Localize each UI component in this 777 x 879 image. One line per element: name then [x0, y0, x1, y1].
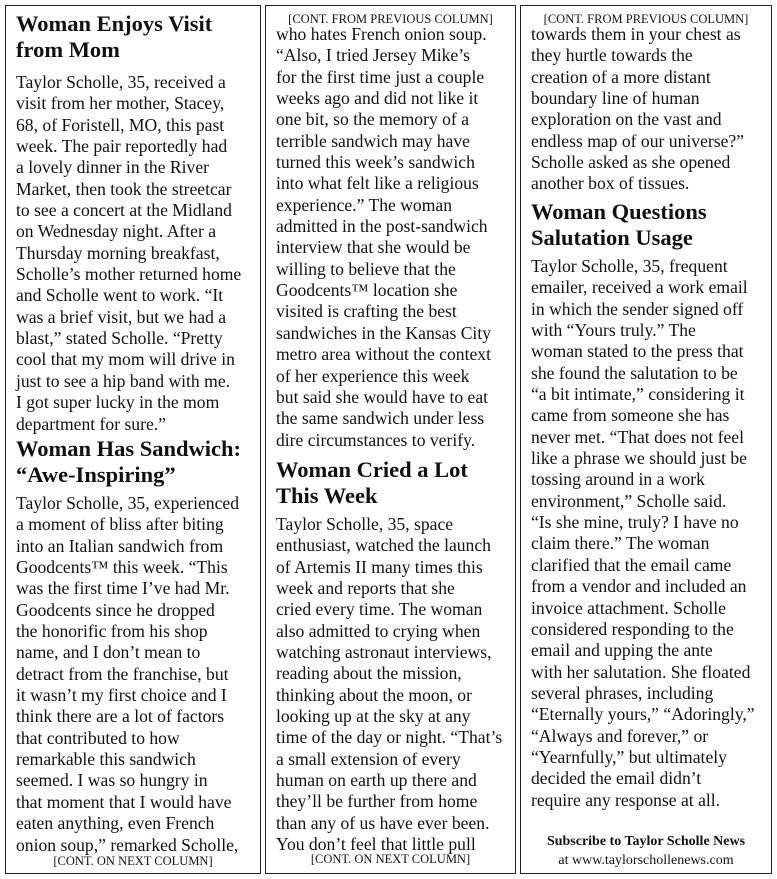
body-line: into an Italian sandwich from [16, 535, 224, 556]
subscribe-url: at www.taylorschollenews.com [558, 853, 734, 868]
cont-on-next-label: [CONT. ON NEXT COLUMN] [53, 854, 213, 868]
body-line: Scholle’s mother returned home [16, 264, 242, 285]
body-line: interview that she would be [276, 237, 471, 258]
body-line: it wasn’t my first choice and I [16, 685, 227, 706]
body-line: require any response at all. [531, 789, 721, 810]
body-line: another box of tissues. [531, 173, 690, 194]
body-line: cool that my mom will drive in [16, 349, 235, 370]
body-line: also admitted to crying when [276, 620, 481, 641]
body-line: woman stated to the press that [531, 341, 744, 362]
body-line: “Eternally yours,” “Adoringly,” [531, 704, 755, 725]
headline-line: from Mom [16, 37, 120, 62]
body-line: tossing around in a work [531, 469, 705, 490]
body-line: from a vendor and included an [531, 576, 747, 597]
headline-line: Woman Questions [531, 199, 707, 224]
body-line: endless map of our universe?” [531, 130, 745, 151]
body-line: was a brief visit, but we had a [16, 306, 227, 327]
body-line: Goodcents since he dropped [16, 599, 215, 620]
article-headline [531, 199, 767, 251]
body-line: department for sure.” [16, 413, 166, 434]
body-line: with “Yours truly.” The [531, 320, 696, 341]
body-line: just to see a hip band with me. [16, 370, 231, 391]
body-line: cried every time. The woman [276, 599, 483, 620]
body-line: Market, then took the streetcar [16, 178, 232, 199]
body-line: I got super lucky in the mom [16, 392, 220, 413]
body-line: than any of us have ever been. [276, 812, 490, 833]
body-line: seemed. I was so hungry in [16, 770, 208, 791]
body-line: experience.” The woman [276, 194, 453, 215]
body-line: “Yearnfully,” but ultimately [531, 746, 727, 767]
body-line: and Scholle went to work. “It [16, 285, 224, 306]
cont-from-previous-label: [CONT. FROM PREVIOUS COLUMN] [288, 12, 493, 26]
body-line: of Artemis II many times this [276, 556, 483, 577]
article-body [16, 493, 256, 856]
body-line: boundary line of human [531, 88, 700, 109]
body-line: they’ll be further from home [276, 791, 478, 812]
body-line: never met. “That does not feel [531, 426, 744, 447]
body-line: watching astronaut interviews, [276, 642, 492, 663]
body-line: sandwiches in the Kansas City [276, 322, 491, 343]
body-line: of her experience this week [276, 365, 470, 386]
article-headline [16, 11, 256, 63]
body-line: Taylor Scholle, 35, frequent [531, 256, 728, 276]
body-line: that contributed to how [16, 727, 180, 748]
body-line: Scholle asked as she opened [531, 152, 731, 173]
article-headline [16, 436, 256, 488]
body-line: exploration on the vast and [531, 109, 722, 130]
column-1 [5, 5, 261, 874]
body-line: week and reports that she [276, 578, 455, 599]
headline-line: “Awe-Inspiring” [16, 462, 176, 487]
body-line: visit from her mother, Stacey, [16, 93, 225, 114]
body-line: environment,” Scholle said. [531, 490, 727, 511]
body-line: into what felt like a religious [276, 173, 479, 194]
column-2 [265, 5, 516, 874]
body-line: one bit, so the memory of a [276, 109, 469, 130]
body-line: week. The pair reportedly had [16, 136, 228, 157]
body-line: to see a concert at the Midland [16, 200, 232, 221]
body-line: Taylor Scholle, 35, space [276, 514, 454, 534]
article-body [531, 24, 767, 195]
body-line: but said she would have to eat [276, 386, 489, 407]
article-body [276, 24, 511, 451]
body-line: clarified that the email came [531, 554, 732, 575]
body-line: reading about the mission, [276, 663, 462, 684]
body-line: email and upping the ante [531, 640, 713, 661]
body-line: admitted in the post-sandwich [276, 216, 488, 237]
body-line: a lovely dinner in the River [16, 157, 209, 178]
headline-line: Woman Cried a Lot [276, 457, 468, 482]
body-line: willing to believe that the [276, 258, 456, 279]
body-line: a moment of bliss after biting [16, 514, 224, 535]
body-line: metro area without the context [276, 344, 491, 365]
body-line: was the first time I’ve had Mr. [16, 578, 230, 599]
body-line: she found the salutation to be [531, 362, 738, 383]
headline-line: This Week [276, 483, 378, 508]
body-line: time of the day or night. “That’s [276, 727, 503, 748]
body-line: “a bit intimate,” considering it [531, 384, 745, 405]
body-line: on Wednesday night. After a [16, 221, 217, 242]
body-line: remarkable this sandwich [16, 749, 196, 770]
body-line: who hates French onion soup. [276, 24, 487, 44]
body-line: like a phrase we should just be [531, 448, 747, 469]
body-line: “Is she mine, truly? I have no [531, 512, 739, 533]
body-line: several phrases, including [531, 682, 714, 703]
body-line: Goodcents™ this week. “This [16, 557, 228, 578]
body-line: thinking about the moon, or [276, 684, 472, 705]
body-line: invoice attachment. Scholle [531, 597, 726, 618]
body-line: Taylor Scholle, 35, received a [16, 72, 226, 92]
body-line: enthusiast, watched the launch [276, 535, 491, 556]
body-line: detract from the franchise, but [16, 663, 229, 684]
body-line: came from someone she has [531, 405, 730, 426]
body-line: turned this week’s sandwich [276, 152, 475, 173]
body-line: with her salutation. She floated [531, 661, 751, 682]
body-line: Goodcents™ location she [276, 280, 458, 301]
body-line: creation of a more distant [531, 66, 711, 87]
body-line: the same sandwich under less [276, 408, 485, 429]
body-line: they hurtle towards the [531, 45, 693, 66]
body-line: “Also, I tried Jersey Mike’s [276, 45, 470, 66]
body-line: for the first time just a couple [276, 66, 485, 87]
subscribe-notice [521, 832, 771, 870]
body-line: the honorific from his shop [16, 621, 208, 642]
cont-on-next-label: [CONT. ON NEXT COLUMN] [310, 852, 471, 866]
column-3 [520, 5, 772, 874]
body-line: “Always and forever,” or [531, 725, 709, 746]
cont-from-previous-label: [CONT. FROM PREVIOUS COLUMN] [543, 12, 749, 26]
subscribe-heading: Subscribe to Taylor Scholle News [546, 834, 746, 849]
body-line: claim there.” The woman [531, 533, 710, 554]
article-headline [276, 457, 511, 509]
body-line: decided the email didn’t [531, 768, 702, 789]
body-line: visited is crafting the best [276, 301, 457, 322]
body-line: looking up at the sky at any [276, 706, 471, 727]
body-line: eaten anything, even French [16, 813, 215, 834]
headline-line: Salutation Usage [531, 225, 693, 250]
body-line: onion soup,” remarked Scholle, [16, 834, 239, 855]
body-line: in which the sender signed off [531, 298, 744, 319]
body-line: You don’t feel that little pull [276, 834, 476, 855]
body-line: dire circumstances to verify. [276, 429, 476, 450]
body-line: name, and I don’t mean to [16, 642, 201, 663]
body-line: Taylor Scholle, 35, experienced [16, 493, 240, 513]
article-body [531, 256, 767, 811]
body-line: a small extension of every [276, 748, 461, 769]
body-line: terrible sandwich may have [276, 130, 470, 151]
headline-line: Woman Has Sandwich: [16, 436, 242, 461]
body-line: considered responding to the [531, 618, 734, 639]
body-line: 68, of Foristell, MO, this past [16, 114, 225, 135]
article-body [276, 514, 511, 856]
body-line: emailer, received a work email [531, 277, 748, 298]
article-body [16, 72, 256, 435]
body-line: blast,” stated Scholle. “Pretty [16, 328, 223, 349]
body-line: towards them in your chest as [531, 24, 741, 44]
body-line: that moment that I would have [16, 791, 232, 812]
headline-line: Woman Enjoys Visit [16, 11, 213, 36]
body-line: weeks ago and did not like it [276, 88, 479, 109]
body-line: think there are a lot of factors [16, 706, 225, 727]
body-line: human on earth up there and [276, 770, 477, 791]
body-line: Thursday morning breakfast, [16, 242, 220, 263]
